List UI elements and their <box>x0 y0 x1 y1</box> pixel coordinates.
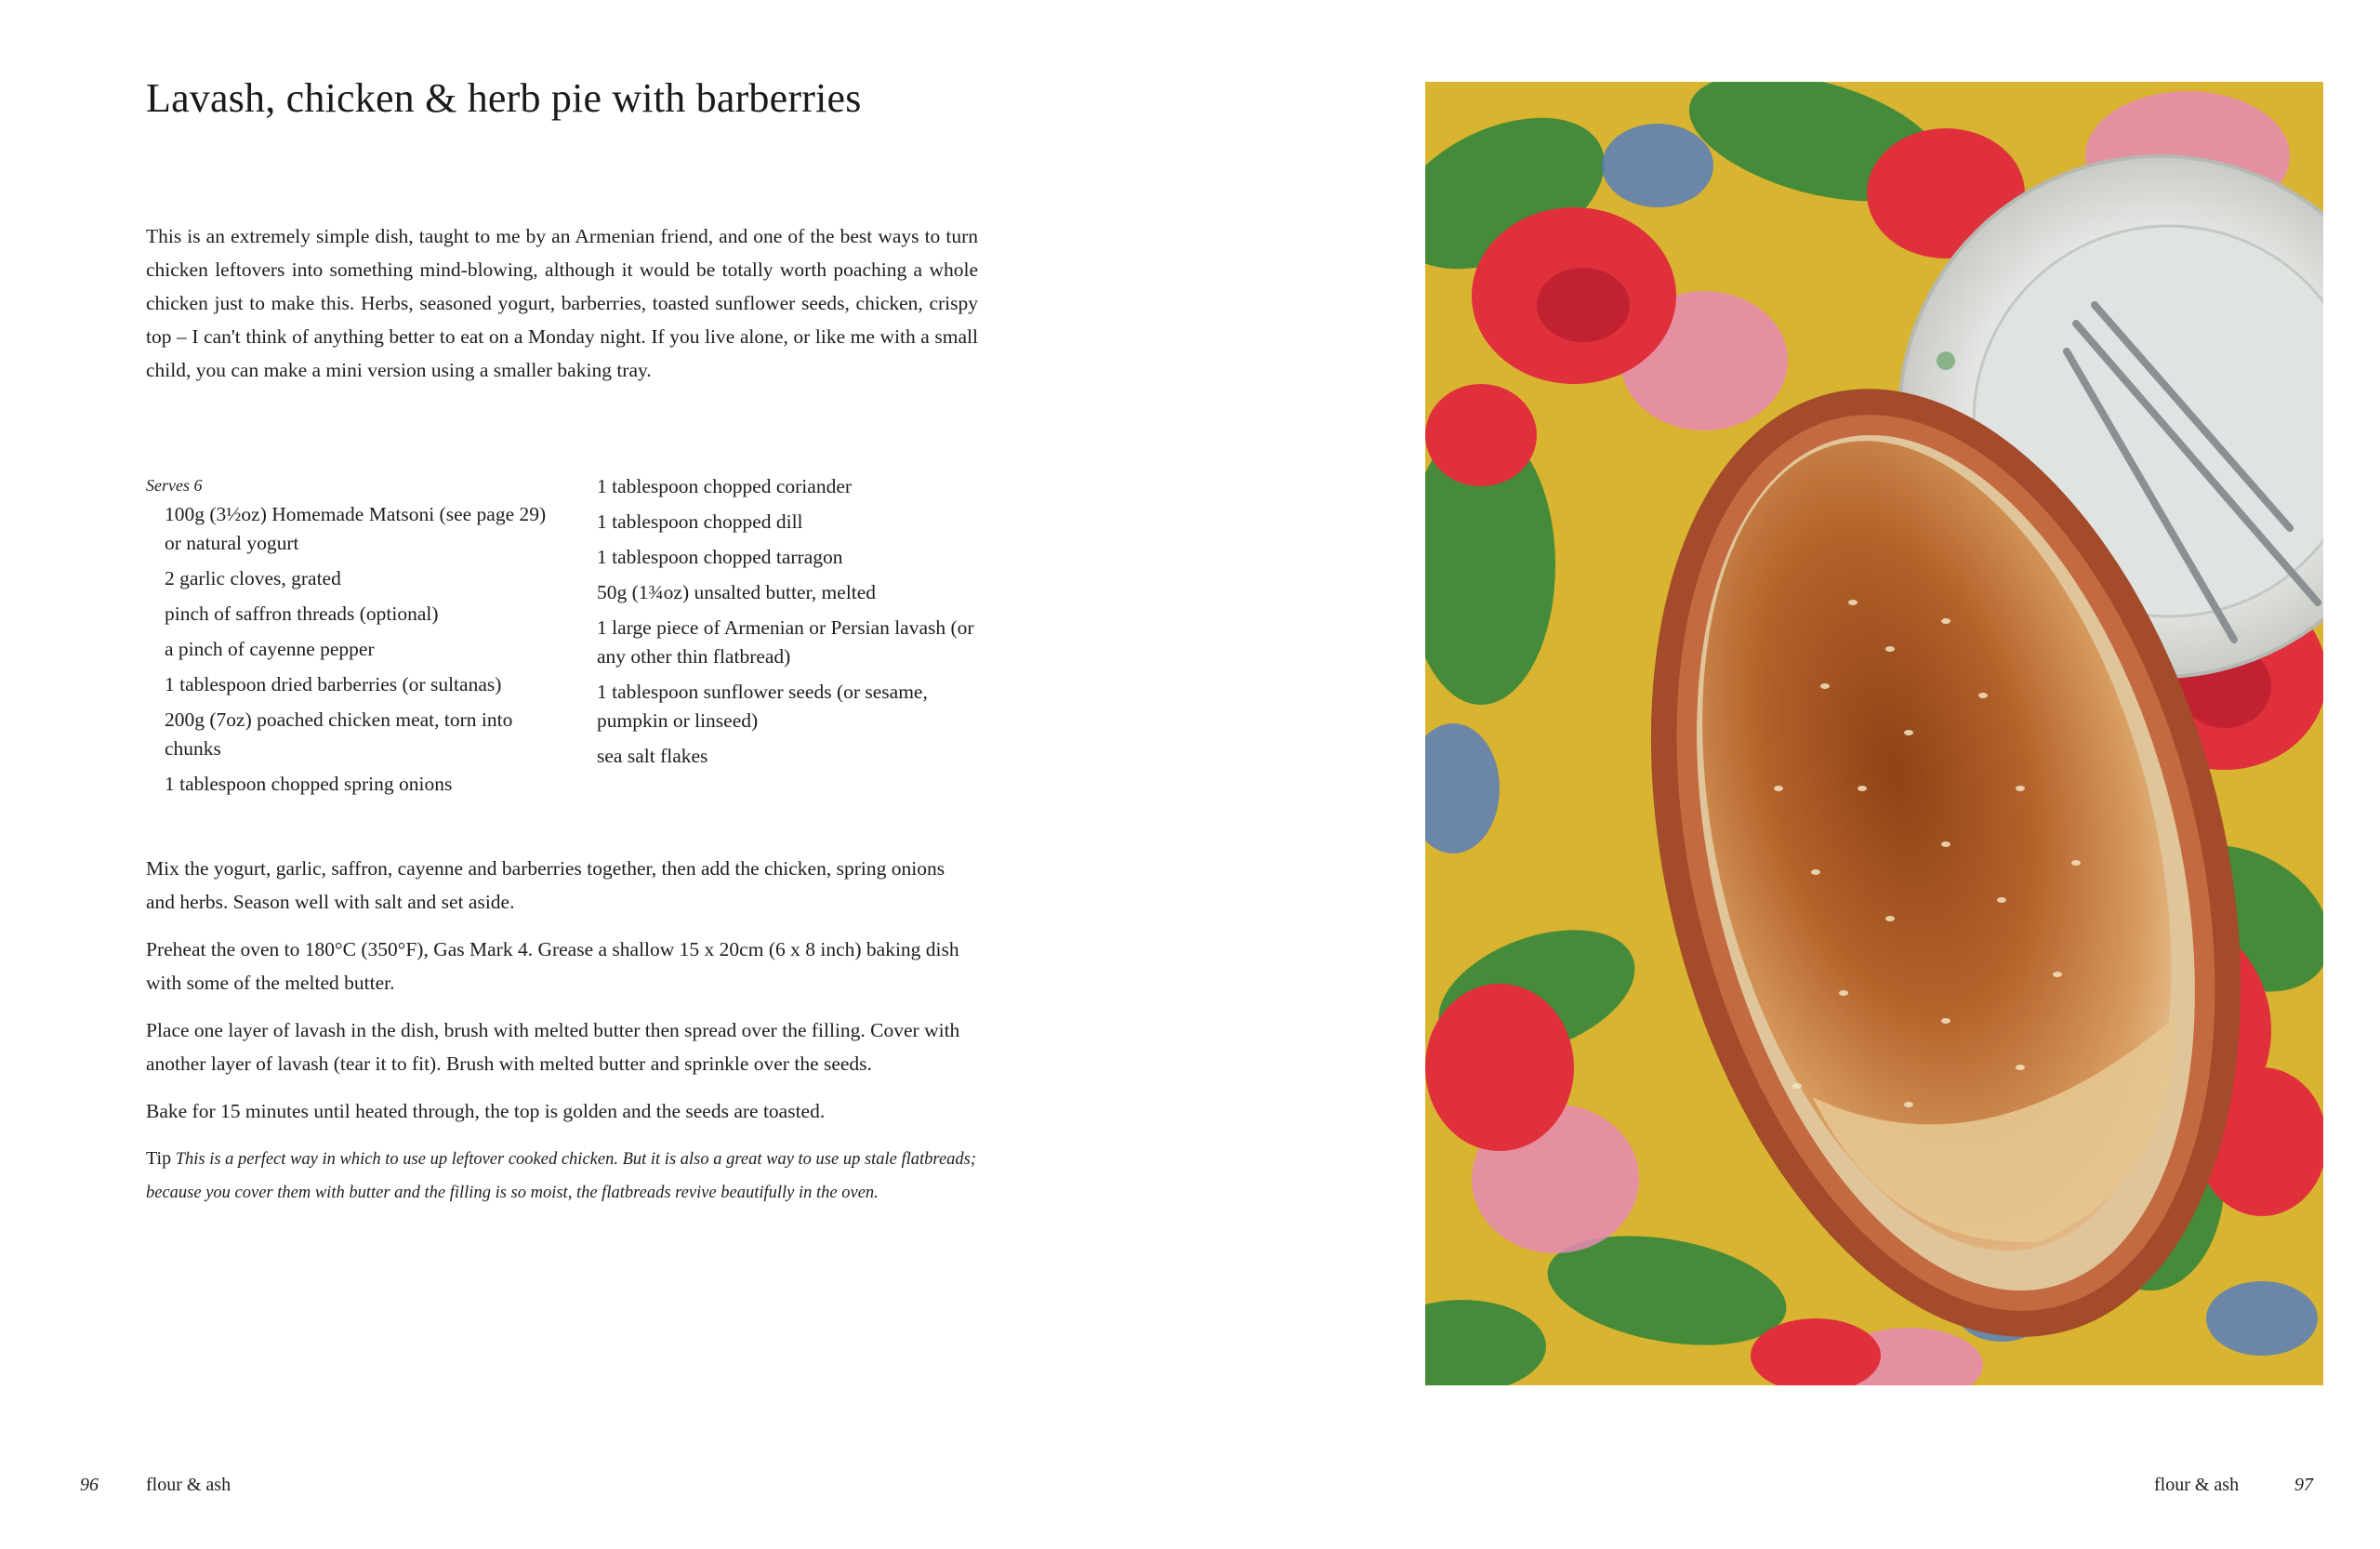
ingredient-item: pinch of saffron threads (optional) <box>165 602 439 625</box>
book-title-right: flour & ash <box>2154 1475 2240 1495</box>
method-step: Preheat the oven to 180°C (350°F), Gas Mark 4. Grease a shallow 15 x 20cm (6 x 8 inch) baking dish with some of the melted butter. <box>146 938 959 994</box>
ingredient-item: 1 tablespoon chopped dill <box>597 510 803 533</box>
dish-photo <box>1425 82 2323 1385</box>
ingredient-list-1 <box>146 500 555 799</box>
recipe-intro: This is an extremely simple dish, taught to me by an Armenian friend, and one of the best ways to turn chicken leftovers into something mind-blowing, although it would be totally worth poaching a whole chicken just to make this. Herbs, seasoned yogurt, barberries, toasted sunflower seeds, chicken, crispy top – I can't think of anything better to eat on a Monday night. If you live alone, or like me with a small child, you can make a mini version using a smaller baking tray. <box>146 225 978 381</box>
tip-note <box>146 1142 978 1210</box>
ingredient-item: 200g (7oz) poached chicken meat, torn into chunks <box>165 708 513 760</box>
tip-text: This is a perfect way in which to use up leftover cooked chicken. But it is also a great way to use up stale flatbreads; because you cover them with butter and the filling is so moist, the flatbreads revive beautifully in the oven. <box>146 1150 977 1202</box>
book-title-left: flour & ash <box>146 1475 231 1495</box>
ingredient-item: 100g (3½oz) Homemade Matsoni (see page 29) or natural yogurt <box>165 503 547 554</box>
method-step: Mix the yogurt, garlic, saffron, cayenne and barberries together, then add the chicken, spring onions and herbs. Season well with salt and set aside. <box>146 857 945 913</box>
method-section <box>146 852 978 1210</box>
ingredient-item: 1 large piece of Armenian or Persian lavash (or any other thin flatbread) <box>597 616 974 668</box>
tip-label: Tip <box>146 1148 172 1169</box>
page-number-right: 97 <box>2294 1475 2313 1495</box>
ingredient-item: sea salt flakes <box>597 745 708 767</box>
ingredient-item: 50g (1¾oz) unsalted butter, melted <box>597 581 877 603</box>
recipe-title: Lavash, chicken & herb pie with barberries <box>146 75 862 121</box>
ingredient-list-2 <box>597 472 987 771</box>
method-step: Place one layer of lavash in the dish, brush with melted butter then spread over the filling. Cover with another layer of lavash (tear it to fit). Brush with melted butter and sprinkle over the seeds. <box>146 1019 960 1075</box>
ingredient-item: 1 tablespoon chopped spring onions <box>165 773 453 795</box>
ingredient-item: 1 tablespoon chopped tarragon <box>597 546 843 568</box>
dish-photo-illustration <box>1425 82 2323 1385</box>
ingredients-column-2 <box>597 472 987 777</box>
ingredients-column-1 <box>146 472 555 805</box>
ingredient-item: a pinch of cayenne pepper <box>165 638 375 660</box>
ingredient-item: 1 tablespoon dried barberries (or sultanas) <box>165 673 502 695</box>
ingredient-item: 2 garlic cloves, grated <box>165 567 341 589</box>
page-number-left: 96 <box>80 1475 99 1495</box>
ingredient-item: 1 tablespoon chopped coriander <box>597 475 853 497</box>
method-step: Bake for 15 minutes until heated through, the top is golden and the seeds are toasted. <box>146 1100 826 1122</box>
serves-label: Serves 6 <box>146 476 203 495</box>
ingredient-item: 1 tablespoon sunflower seeds (or sesame, pumpkin or linseed) <box>597 681 928 732</box>
